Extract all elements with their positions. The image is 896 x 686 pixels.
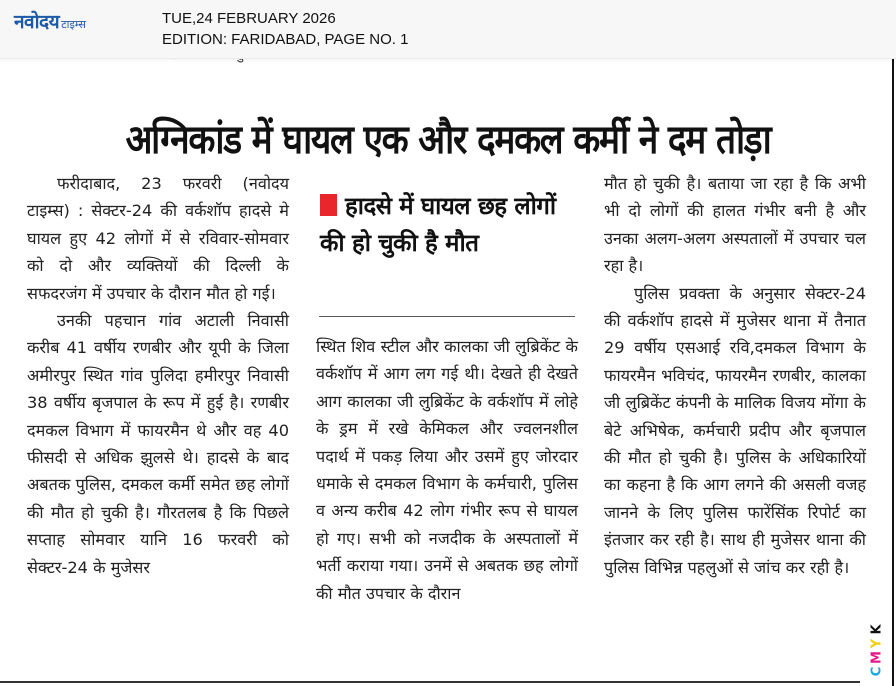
page-header — [0, 0, 896, 59]
cmyk-registration-mark — [867, 620, 887, 680]
paragraph: उनकी पहचान गांव अटाली निवासी करीब 41 वर्षीय रणबीर और यूपी के जिला अमीरपुर स्थित गांव पुलिदा हमीरपुर निवासी 38 वर्षीय बृजपाल के रूप में हुई है। रणबीर दमकल विभाग में फायरमैन थे और वह 40 फीसदी से अधिक झुलसे थे। हादसे के बाद अबतक पुलिस, दमकल कर्मी समेत छह लोगों की मौत हो चुकी है। गौरतलब है कि पिछले सप्ताह सोमवार यानि 16 फरवरी को सेक्टर-24 के मुजेसर — [27, 311, 289, 577]
logo-main-text: नवोदय — [14, 11, 60, 33]
cmyk-k: K — [869, 624, 885, 635]
cmyk-m: M — [869, 651, 885, 664]
article-column-1 — [27, 170, 289, 581]
logo-sub-text: टाइम्स — [61, 18, 86, 31]
paragraph: मौत हो चुकी है। बताया जा रहा है कि अभी भी दो लोगों की हालत गंभीर बनी है और उनका अलग-अलग अस्पतालों में उपचार चल रहा है। — [604, 174, 866, 276]
bottom-divider — [0, 681, 860, 683]
paragraph: स्थित शिव स्टील और कालका जी लुब्रिकेंट के वर्कशॉप में आग लग गई थी। देखते ही देखते आग कालका जी लुब्रिकेंट के वर्कशॉप में लोहे के ड्रम में रखे केमिकल और ज्वलनशील पदार्थ में पकड़ लिया और उसमें हुए जोरदार धमाके से दमकल विभाग के कर्मचारी, पुलिस व अन्य करीब 42 लोग गंभीर रूप से घायल हो गए। सभी को नजदीक के अस्पतालों में भर्ती कराया गया। उनमें से अबतक छह लोगों की मौत उपचार के दौरान — [316, 337, 578, 603]
subheading-text: हादसे में घायल छह लोगों की हो चुकी है मौत — [320, 192, 556, 257]
article-column-3 — [604, 170, 866, 581]
newspaper-logo[interactable] — [14, 8, 86, 34]
date-line: TUE,24 FEBRUARY 2026 — [162, 10, 336, 27]
article-headline: अग्निकांड में घायल एक और दमकल कर्मी ने दम तोड़ा — [125, 117, 771, 163]
red-bullet-icon — [320, 194, 337, 216]
article-column-2 — [316, 333, 578, 607]
page-border-line — [892, 56, 894, 686]
cmyk-y: Y — [869, 638, 885, 649]
cmyk-c: C — [869, 666, 885, 677]
paragraph: पुलिस प्रवक्ता के अनुसार सेक्टर-24 की वर्कशॉप हादसे में मुजेसर थाना में तैनात 29 वर्षीय एसआई रवि,दमकल विभाग के फायरमैन भविचंद, फायरमैन रणबीर, कालका जी लुब्रिकेंट कंपनी के मालिक विजय मोंगा के बेटे अभिषेक, कर्मचारी प्रदीप और बृजपाल की मौत हो चुकी है। पुलिस के अधिकारियों का कहना है कि आग लगने की असली वजह जानने के लिए पुलिस फारेंसिंक रिपोर्ट का इंतजार कर रही है। साथ ही मुजेसर थाना की पुलिस विभिन्न पहलुओं से जांच कर रही है। — [604, 283, 866, 577]
paragraph: फरीदाबाद, 23 फरवरी (नवोदय टाइम्स) : सेक्टर-24 की वर्कशॉप हादसे मे घायल हुए 42 लोगों में से रविवार-सोमवार को दो और व्यक्तियों की दिल्ली के सफदरजंग में उपचार के दौरान मौत हो गई। — [27, 174, 289, 303]
edition-info — [162, 8, 408, 50]
article-subheading — [320, 188, 580, 262]
edition-line: EDITION: FARIDABAD, PAGE NO. 1 — [162, 31, 409, 48]
subheading-divider — [319, 316, 575, 317]
